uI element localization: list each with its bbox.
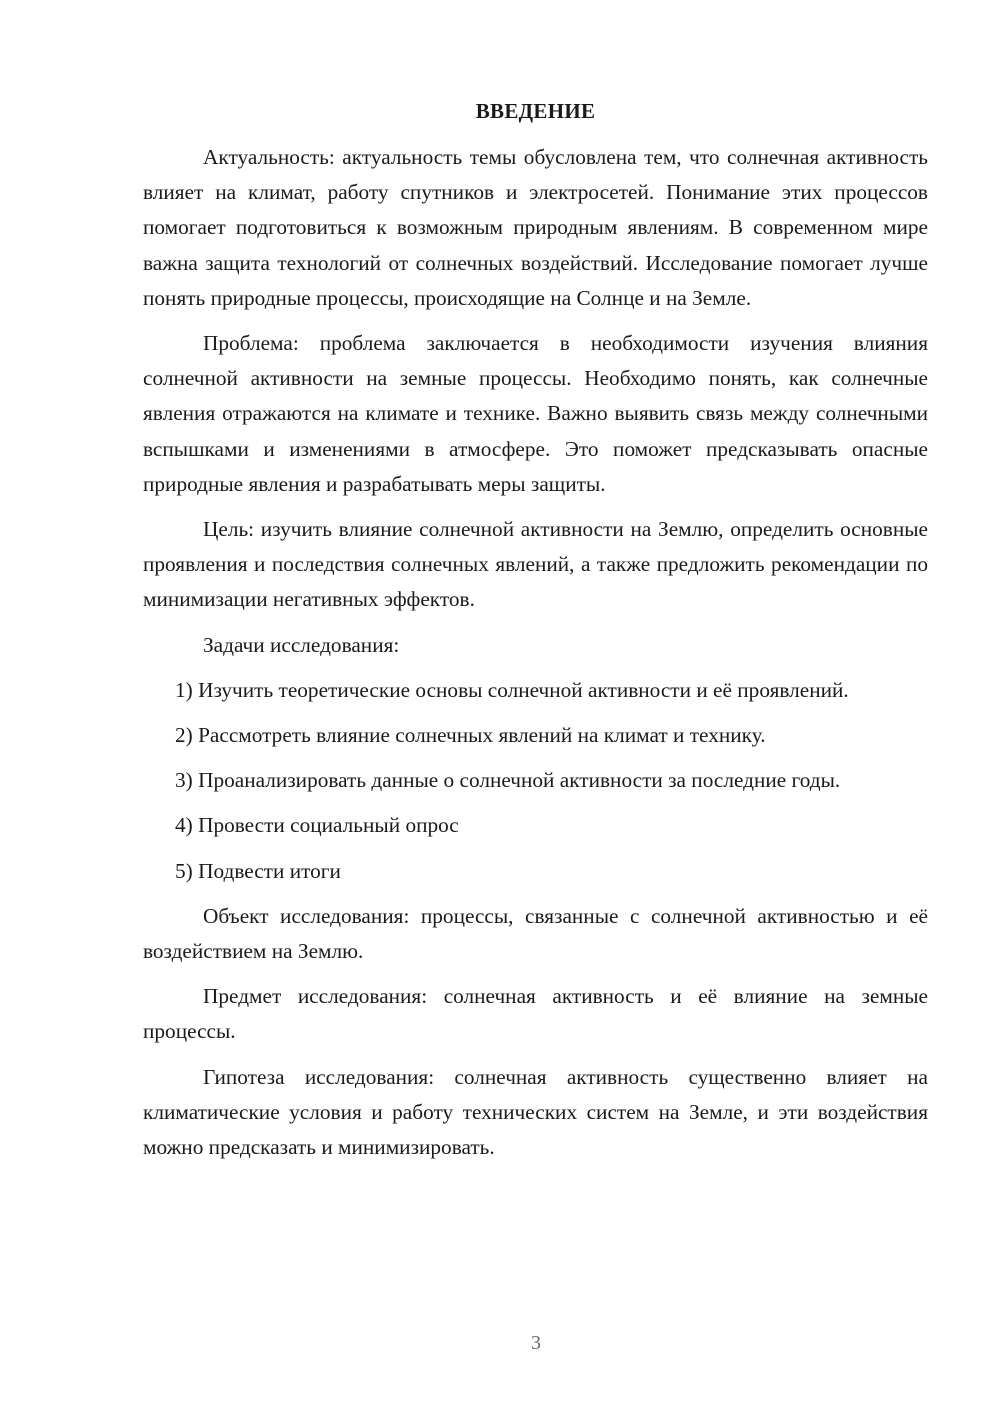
subject-paragraph: Предмет исследования: солнечная активность и её влияние на земные процессы. (143, 984, 928, 1044)
task-item-1: 1) Изучить теоретические основы солнечной активности и её проявлений. (175, 677, 849, 702)
document-page (143, 96, 928, 1165)
goal-paragraph: Цель: изучить влияние солнечной активности на Землю, определить основные проявления и последствия солнечных явлений, а также предложить рекомендации по минимизации негативных эффектов. (143, 517, 928, 612)
task-item-4: 4) Провести социальный опрос (175, 813, 459, 838)
task-item-2: 2) Рассмотреть влияние солнечных явлений на климат и технику. (175, 723, 766, 748)
object-paragraph: Объект исследования: процессы, связанные с солнечной активностью и её воздействием на Землю. (143, 903, 928, 964)
task-item-3: 3) Проанализировать данные о солнечной активности за последние годы. (175, 768, 841, 793)
tasks-title: Задачи исследования: (203, 632, 400, 657)
problem-paragraph: Проблема: проблема заключается в необходимости изучения влияния солнечной активности на земные процессы. Необходимо понять, как солнечные явления отражаются на климате и технике. Важно выявить связь между солнечными вспышками и изменениями в атмосфере. Это поможет предсказывать опасные природные явления и разрабатывать меры защиты. (143, 331, 928, 496)
page-number: 3 (531, 1332, 541, 1354)
task-item-5: 5) Подвести итоги (175, 858, 341, 883)
hypothesis-paragraph: Гипотеза исследования: солнечная активность существенно влияет на климатические условия и работу технических систем на Земле, и эти воздействия можно предсказать и минимизировать. (143, 1064, 928, 1160)
section-heading: ВВЕДЕНИЕ (475, 99, 596, 123)
relevance-paragraph: Актуальность: актуальность темы обусловлена тем, что солнечная активность влияет на климат, работу спутников и электросетей. Понимание этих процессов помогает подготовиться к возможным природным явлениям. В современном мире важна защита технологий от солнечных воздействий. Исследование помогает лучше понять природные процессы, происходящие на Солнце и на Земле. (143, 145, 928, 310)
